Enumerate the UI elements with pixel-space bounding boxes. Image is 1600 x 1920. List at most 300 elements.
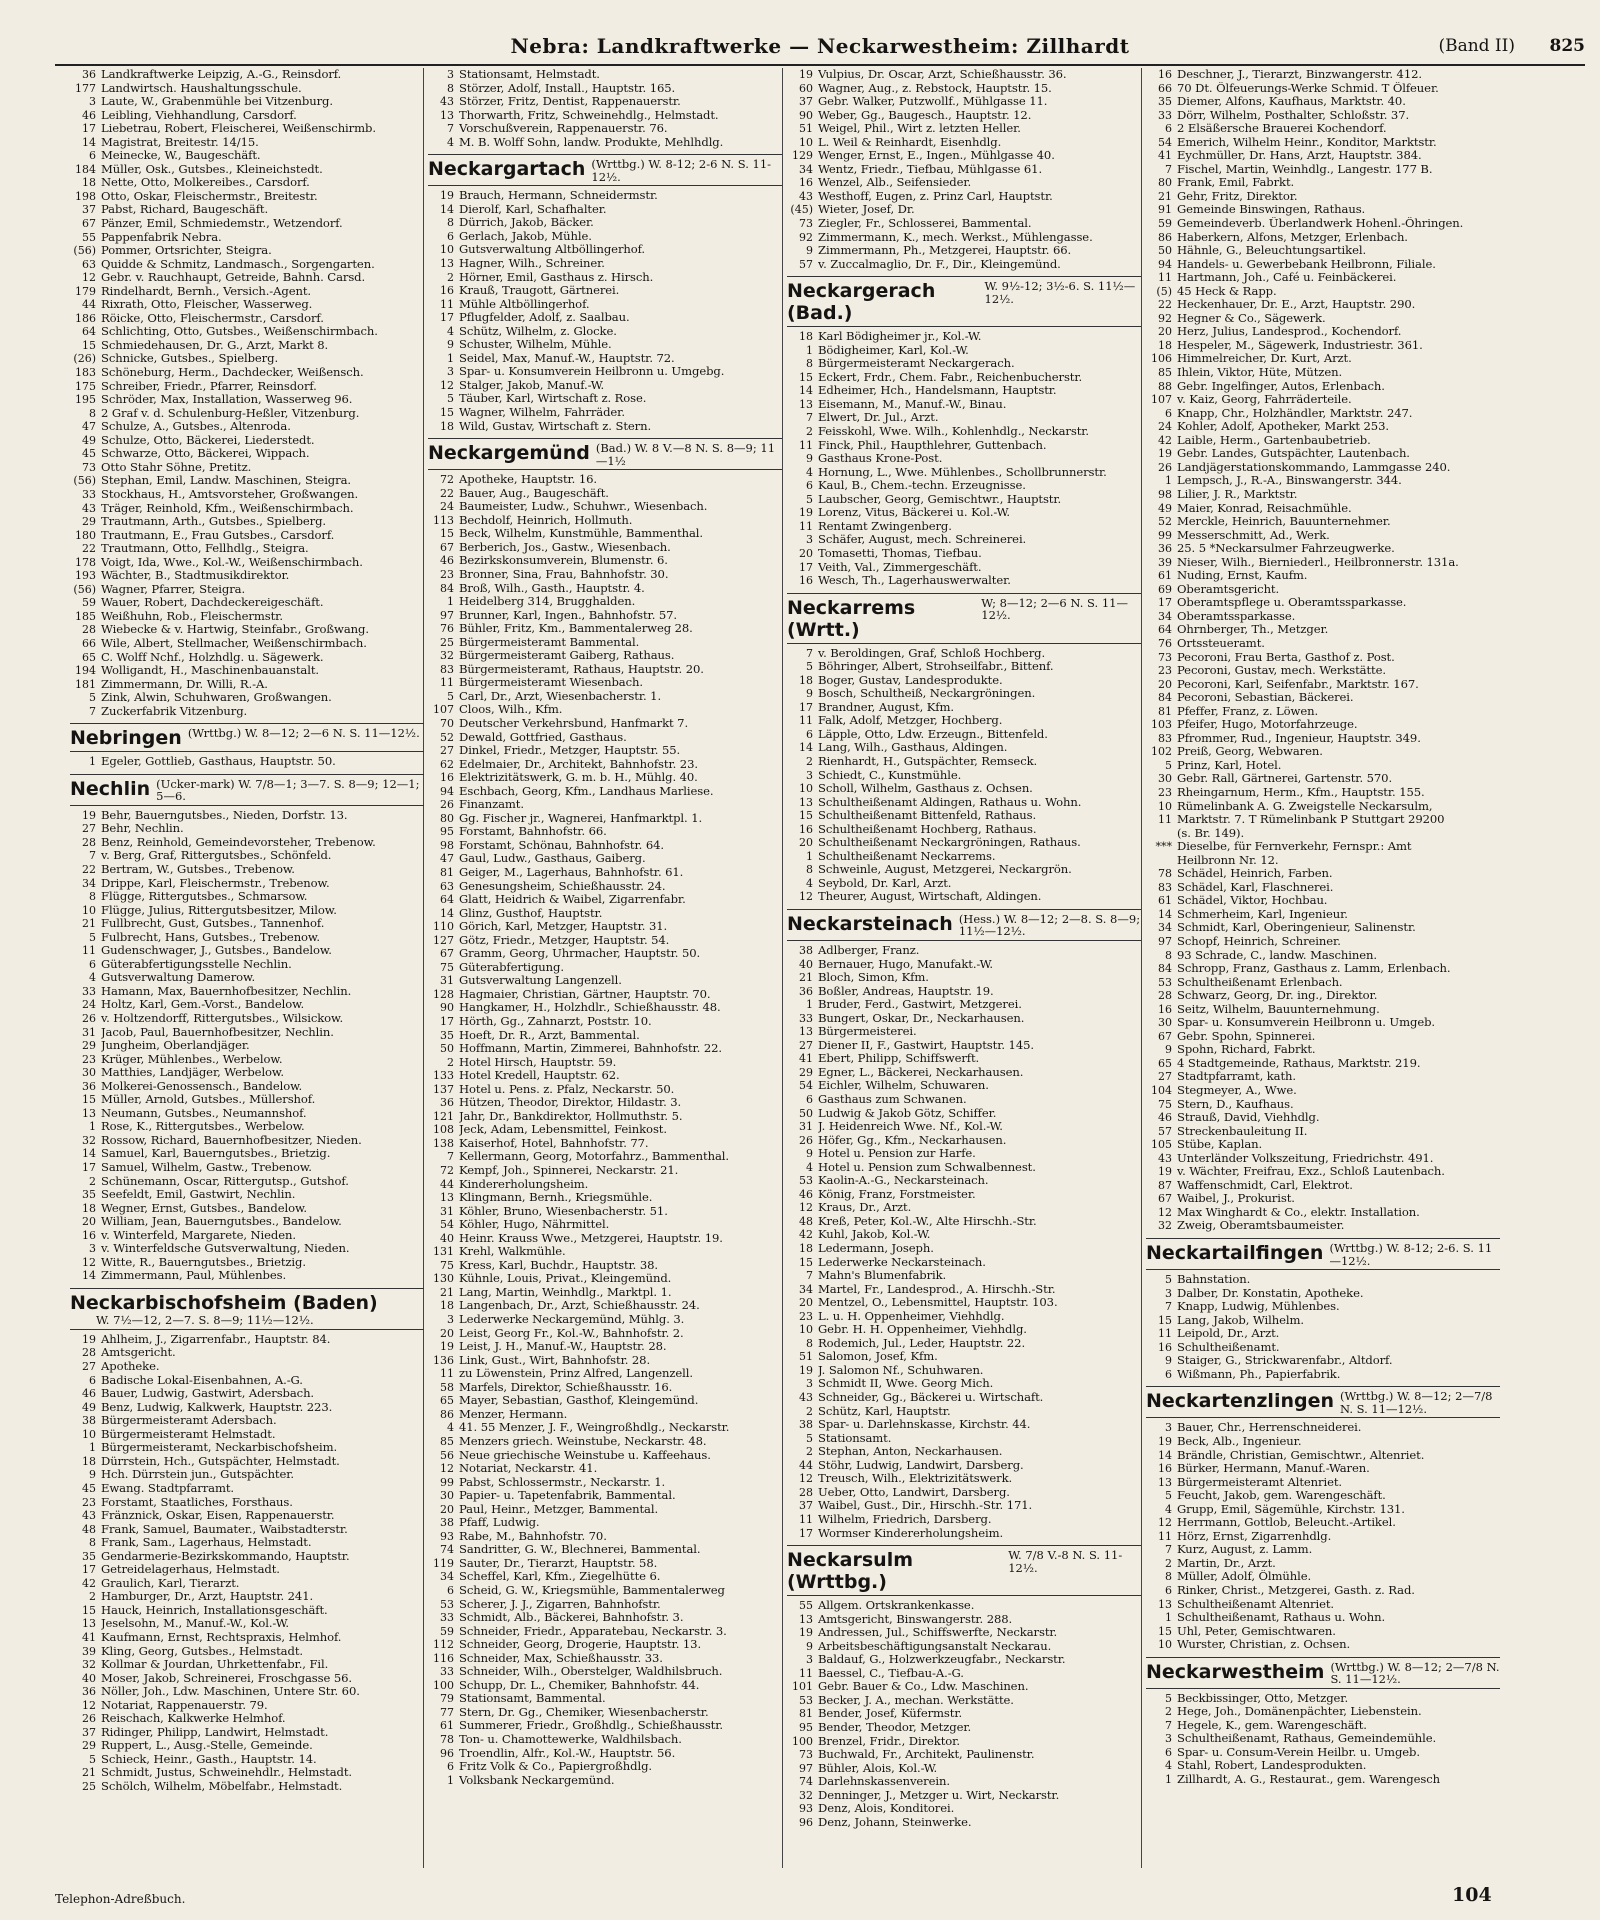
phone-number: 93 — [440, 1529, 454, 1543]
phone-number: 24 — [440, 500, 454, 514]
phone-number: 1 — [806, 998, 813, 1012]
directory-entry — [70, 637, 424, 651]
subscriber-name: Mahn's Blumenfabrik. — [818, 1269, 947, 1283]
subscriber-name: Schropp, Franz, Gasthaus z. Lamm, Erlenbach. — [1177, 962, 1451, 976]
phone-number: 19 — [1158, 1165, 1172, 1179]
phone-number: 7 — [1165, 1718, 1172, 1732]
directory-entry — [787, 1337, 1141, 1351]
phone-number: 88 — [1158, 379, 1172, 393]
phone-number: 79 — [440, 1692, 454, 1706]
phone-number: 74 — [799, 1775, 813, 1789]
directory-entry — [428, 703, 782, 717]
phone-number: 53 — [799, 1693, 813, 1707]
subscriber-name: v. Zuccalmaglio, Dr. F., Dir., Kleingemünd. — [818, 257, 1061, 271]
subscriber-name: Nette, Otto, Molkereibes., Carsdorf. — [101, 176, 310, 190]
phone-number: 38 — [440, 1516, 454, 1530]
phone-number: 63 — [440, 879, 454, 893]
phone-number: 13 — [440, 1191, 454, 1205]
subscriber-name: Menzer, Hermann. — [459, 1407, 568, 1421]
directory-entry — [1146, 1273, 1500, 1287]
subscriber-name: Görich, Karl, Metzger, Hauptstr. 31. — [459, 920, 668, 934]
town-heading-line — [1146, 1242, 1500, 1267]
phone-number: 83 — [1158, 731, 1172, 745]
phone-number: 50 — [1158, 244, 1172, 258]
subscriber-name: Amtsgericht. — [101, 1346, 176, 1360]
phone-number: 198 — [75, 189, 96, 203]
directory-entry — [428, 365, 782, 379]
subscriber-name: Falk, Adolf, Metzger, Hochberg. — [818, 714, 1003, 728]
phone-number: 40 — [799, 957, 813, 971]
subscriber-name: Gemeinde Binswingen, Rathaus. — [1177, 203, 1366, 217]
phone-number: 73 — [799, 217, 813, 231]
subscriber-name: Amtsgericht, Binswangerstr. 288. — [818, 1612, 1013, 1626]
phone-number: 54 — [1158, 135, 1172, 149]
directory-entry — [787, 1215, 1141, 1229]
phone-number: 96 — [440, 1746, 454, 1760]
phone-number: 1 — [89, 755, 96, 769]
subscriber-name: Bauer, Ludwig, Gastwirt, Adersbach. — [101, 1387, 315, 1401]
subscriber-name: Gutsverwaltung Damerow. — [101, 971, 256, 985]
directory-entry — [428, 514, 782, 528]
phone-number: 62 — [440, 757, 454, 771]
subscriber-name: Mentzel, O., Lebensmittel, Hauptstr. 103. — [818, 1296, 1058, 1310]
directory-entry — [787, 203, 1141, 217]
phone-number: 23 — [1158, 664, 1172, 678]
phone-number: 19 — [799, 68, 813, 81]
directory-entry — [70, 1523, 424, 1537]
directory-entry — [70, 203, 424, 217]
phone-number: 49 — [1158, 501, 1172, 515]
column-divider — [1141, 68, 1142, 1868]
phone-number: 17 — [1158, 596, 1172, 610]
phone-number: 9 — [447, 338, 454, 352]
phone-number: 90 — [440, 1001, 454, 1015]
subscriber-name: Geiger, M., Lagerhaus, Bahnhofstr. 61. — [459, 865, 684, 879]
subscriber-name: Pappenfabrik Nebra. — [101, 230, 222, 244]
phone-number: 3 — [1165, 1421, 1172, 1435]
directory-entry — [787, 533, 1141, 547]
phone-number: 10 — [799, 782, 813, 796]
phone-number: 195 — [75, 393, 96, 407]
directory-entry — [428, 271, 782, 285]
phone-number: 6 — [1165, 1745, 1172, 1759]
directory-entry — [1146, 366, 1500, 380]
subscriber-name: Martin, Dr., Arzt. — [1177, 1556, 1276, 1570]
page-header — [55, 28, 1585, 66]
phone-number: 13 — [799, 795, 813, 809]
directory-entry — [1146, 163, 1500, 177]
phone-number: 4 — [89, 971, 96, 985]
directory-entry — [787, 1513, 1141, 1527]
directory-entry — [70, 1766, 424, 1780]
phone-number: 81 — [1158, 704, 1172, 718]
directory-entry — [428, 866, 782, 880]
subscriber-name: Pabst, Schlossermstr., Neckarstr. 1. — [459, 1475, 666, 1489]
directory-entry — [428, 744, 782, 758]
subscriber-name: Krüger, Mühlenbes., Werbelow. — [101, 1052, 283, 1066]
subscriber-name: Hörth, Gg., Zahnarzt, Poststr. 10. — [459, 1015, 652, 1028]
phone-number: 53 — [440, 1597, 454, 1611]
volume-label: (Band II) — [1438, 36, 1515, 56]
subscriber-name: Ziegler, Fr., Schlosserei, Bammental. — [818, 217, 1032, 231]
subscriber-name: Edelmaier, Dr., Architekt, Bahnhofstr. 23. — [459, 757, 698, 771]
directory-entry — [1146, 380, 1500, 394]
directory-entry — [428, 961, 782, 975]
directory-entry — [787, 1350, 1141, 1364]
town-name: Neckargerach (Bad.) — [787, 280, 936, 325]
phone-number: 26 — [82, 1012, 96, 1025]
town-name: Neckarwestheim — [1146, 1660, 1325, 1683]
directory-entry — [70, 542, 424, 556]
phone-number: 97 — [440, 608, 454, 622]
subscriber-name: Wagner, Aug., z. Rebstock, Hauptstr. 15. — [818, 81, 1052, 95]
phone-number: 22 — [440, 486, 454, 500]
phone-number: 32 — [440, 649, 454, 663]
town-section-header — [70, 1288, 424, 1330]
phone-number: 17 — [799, 560, 813, 574]
phone-number: 2 — [447, 270, 454, 284]
town-heading-line — [428, 158, 782, 183]
subscriber-name: Gasthaus Krone-Post. — [818, 452, 943, 466]
directory-entry — [70, 502, 424, 516]
phone-number: 39 — [82, 1644, 96, 1658]
directory-entry — [428, 1096, 782, 1110]
town-heading-line — [70, 778, 424, 803]
subscriber-name: Jahr, Dr., Bankdirektor, Hollmuthstr. 5. — [459, 1109, 683, 1123]
subscriber-name: Unterländer Volkszeitung, Friedrichstr. 491. — [1177, 1151, 1434, 1165]
subscriber-name: Marktstr. 7. T Rümelinbank P Stuttgart 29200 — [1177, 813, 1445, 827]
subscriber-name: Bender, Josef, Küfermstr. — [818, 1707, 963, 1721]
phone-number: 23 — [82, 1052, 96, 1066]
phone-number: 15 — [82, 1603, 96, 1617]
subscriber-name: Pfeifer, Hugo, Motorfahrzeuge. — [1177, 718, 1358, 732]
town-heading-line — [1146, 1661, 1500, 1686]
phone-number: 10 — [82, 1427, 96, 1441]
phone-number: 5 — [89, 930, 96, 944]
phone-number: 27 — [1158, 1070, 1172, 1084]
phone-number: 23 — [82, 1495, 96, 1509]
directory-entry — [1146, 149, 1500, 163]
subscriber-name: Schneider, Wilh., Oberstelger, Waldhilsbruch. — [459, 1665, 723, 1679]
directory-entry — [787, 1188, 1141, 1202]
directory-entry — [1146, 1598, 1500, 1612]
directory-entry — [70, 1428, 424, 1442]
phone-number: 99 — [440, 1475, 454, 1489]
office-hours: (Wrttbg.) W. 8-12; 2-6 N. S. 11-12½. — [591, 157, 772, 184]
directory-entry — [787, 1391, 1141, 1405]
directory-entry — [70, 82, 424, 96]
phone-number: 38 — [799, 943, 813, 957]
subscriber-name: Forstamt, Schönau, Bahnhofstr. 64. — [459, 838, 664, 852]
directory-entry — [70, 244, 424, 258]
subscriber-name: Hornung, L., Wwe. Mühlenbes., Schollbrunnerstr. — [818, 465, 1107, 479]
phone-number: 36 — [82, 68, 96, 81]
subscriber-name: Träger, Reinhold, Kfm., Weißenschirmbach. — [101, 501, 354, 515]
directory-entry — [1146, 556, 1500, 570]
phone-number: 8 — [1165, 948, 1172, 962]
subscriber-name: Flügge, Julius, Rittergutsbesitzer, Milow. — [101, 903, 337, 917]
directory-entry — [787, 244, 1141, 258]
phone-number: 49 — [82, 433, 96, 447]
directory-entry — [1146, 461, 1500, 475]
subscriber-name: Kraus, Dr., Arzt. — [818, 1201, 912, 1215]
directory-entry — [428, 649, 782, 663]
phone-number: 78 — [440, 1732, 454, 1746]
directory-entry — [428, 338, 782, 352]
phone-number: 12 — [1158, 1205, 1172, 1219]
phone-number: 10 — [1158, 1638, 1172, 1652]
subscriber-name: Dalber, Dr. Konstatin, Apotheke. — [1177, 1286, 1364, 1300]
directory-entry — [1146, 596, 1500, 610]
directory-entry — [70, 1346, 424, 1360]
phone-number: 4 — [806, 1160, 813, 1174]
subscriber-name: Lang, Jakob, Wilhelm. — [1177, 1313, 1304, 1327]
phone-number: 63 — [82, 257, 96, 271]
subscriber-name: M. B. Wolff Sohn, landw. Produkte, Mehlhdlg. — [459, 135, 724, 149]
subscriber-name: Ludwig & Jakob Götz, Schiffer. — [818, 1106, 997, 1120]
phone-number: 6 — [806, 727, 813, 741]
directory-entry — [787, 1283, 1141, 1297]
directory-entry — [787, 1445, 1141, 1459]
directory-entry — [1146, 854, 1500, 868]
subscriber-name: Deutscher Verkehrsbund, Hanfmarkt 7. — [459, 716, 689, 730]
phone-number: 8 — [806, 1336, 813, 1350]
directory-entry — [70, 1026, 424, 1040]
directory-entry — [70, 1188, 424, 1202]
phone-number: 7 — [1165, 1543, 1172, 1557]
phone-number: 84 — [440, 581, 454, 595]
subscriber-name: Edheimer, Hch., Handelsmann, Hauptstr. — [818, 384, 1057, 398]
directory-entry — [428, 1327, 782, 1341]
subscriber-name: Glatt, Heidrich & Waibel, Zigarrenfabr. — [459, 893, 686, 907]
phone-number: 27 — [799, 1038, 813, 1052]
phone-number: 14 — [440, 906, 454, 920]
directory-entry — [428, 406, 782, 420]
subscriber-name: Bürgermeisteramt Gaiberg, Rathaus. — [459, 649, 675, 663]
phone-number: 50 — [440, 1042, 454, 1056]
subscriber-name: Stationsamt. — [818, 1431, 892, 1445]
directory-entry — [428, 1570, 782, 1584]
phone-number: 14 — [1158, 1448, 1172, 1462]
directory-entry — [70, 1536, 424, 1550]
phone-number: 75 — [1158, 1097, 1172, 1111]
directory-entry — [787, 95, 1141, 109]
directory-entry — [70, 1269, 424, 1283]
subscriber-name: Schweinle, August, Metzgerei, Neckargrön. — [818, 863, 1072, 877]
directory-entry — [787, 411, 1141, 425]
directory-entry — [1146, 339, 1500, 353]
directory-entry — [1146, 231, 1500, 245]
phone-number: 34 — [440, 1570, 454, 1584]
directory-entry — [1146, 1705, 1500, 1719]
phone-number: 23 — [440, 567, 454, 581]
directory-entry — [787, 1066, 1141, 1080]
subscriber-name: Baessel, C., Tiefbau-A.-G. — [818, 1666, 964, 1680]
directory-entry — [1146, 1287, 1500, 1301]
phone-number: 35 — [82, 1549, 96, 1563]
directory-entry — [70, 1147, 424, 1161]
phone-number: 3 — [1165, 1286, 1172, 1300]
directory-entry — [70, 420, 424, 434]
directory-entry — [1146, 1138, 1500, 1152]
directory-entry — [1146, 434, 1500, 448]
subscriber-name: Bosch, Schultheiß, Neckargröningen. — [818, 687, 1036, 701]
phone-number: 19 — [82, 1332, 96, 1346]
directory-entry — [428, 487, 782, 501]
phone-number: 54 — [440, 1218, 454, 1232]
directory-entry — [787, 1816, 1141, 1830]
directory-entry — [428, 880, 782, 894]
phone-number: 3 — [447, 1313, 454, 1327]
subscriber-name: Schölch, Wilhelm, Möbelfabr., Helmstadt. — [101, 1779, 343, 1793]
subscriber-name: Jacob, Paul, Bauernhofbesitzer, Nechlin. — [101, 1025, 334, 1039]
directory-entry — [787, 1694, 1141, 1708]
subscriber-name: Carl, Dr., Arzt, Wiesenbacherstr. 1. — [459, 689, 662, 703]
directory-entry — [1146, 637, 1500, 651]
phone-number: 37 — [82, 1725, 96, 1739]
subscriber-name: Stockhaus, H., Amtsvorsteher, Großwangen. — [101, 487, 359, 501]
directory-entry — [428, 731, 782, 745]
subscriber-name: Köhler, Bruno, Wiesenbacherstr. 51. — [459, 1204, 668, 1218]
subscriber-name: Täuber, Karl, Wirtschaft z. Rose. — [459, 392, 647, 406]
phone-number: 75 — [440, 1258, 454, 1272]
subscriber-name: Pecoroni, Sebastian, Bäckerei. — [1177, 691, 1354, 705]
phone-number: 66 — [82, 636, 96, 650]
directory-entry — [70, 352, 424, 366]
phone-number: 56 — [440, 1448, 454, 1462]
directory-entry — [70, 1360, 424, 1374]
subscriber-name: Witte, R., Bauerngutsbes., Brietzig. — [101, 1255, 306, 1269]
directory-entry — [1146, 623, 1500, 637]
subscriber-name: Arbeitsbeschäftigungsanstalt Neckarau. — [818, 1639, 1052, 1653]
phone-number: 5 — [447, 689, 454, 703]
directory-entry — [1146, 352, 1500, 366]
subscriber-name: Schiedt, C., Kunstmühle. — [818, 768, 962, 782]
directory-entry — [787, 1721, 1141, 1735]
directory-entry — [70, 217, 424, 231]
phone-number: 84 — [1158, 691, 1172, 705]
phone-number: 127 — [433, 933, 454, 947]
phone-number: 16 — [799, 822, 813, 836]
subscriber-name: Wurster, Christian, z. Ochsen. — [1177, 1638, 1351, 1652]
subscriber-name: Hagmaier, Christian, Gärtner, Hauptstr. 70. — [459, 987, 711, 1001]
phone-number: 184 — [75, 162, 96, 176]
subscriber-name: Wenger, Ernst, E., Ingen., Mühlgasse 40. — [818, 149, 1055, 163]
subscriber-name: Grupp, Emil, Sägemühle, Kirchstr. 131. — [1177, 1502, 1405, 1516]
phone-number: 30 — [82, 1066, 96, 1080]
directory-entry — [428, 785, 782, 799]
column-divider — [782, 68, 783, 1868]
directory-entry — [1146, 935, 1500, 949]
phone-number: 48 — [799, 1214, 813, 1228]
directory-entry — [1146, 732, 1500, 746]
subscriber-name: Hörz, Ernst, Zigarrenhdlg. — [1177, 1529, 1332, 1543]
directory-entry — [428, 974, 782, 988]
subscriber-name: Schneider, Max, Schießhausstr. 33. — [459, 1651, 663, 1665]
directory-entry — [1146, 1300, 1500, 1314]
directory-entry — [787, 149, 1141, 163]
subscriber-name: Hähnle, G., Beleuchtungsartikel. — [1177, 244, 1367, 258]
phone-number: 180 — [75, 528, 96, 542]
subscriber-name: v. Berg, Graf, Rittergutsbes., Schönfeld. — [101, 849, 332, 863]
subscriber-name: Gemeindeverb. Überlandwerk Hohenl.-Öhringen. — [1177, 217, 1464, 231]
phone-number: 17 — [82, 1161, 96, 1175]
office-hours: W. 7½—12, 2—7. S. 8—9; 11½—12½. — [96, 1312, 314, 1327]
subscriber-name: Rixrath, Otto, Fleischer, Wasserweg. — [101, 298, 313, 312]
subscriber-name: Summerer, Friedr., Großhdlg., Schießhausstr. — [459, 1719, 723, 1733]
phone-number: 11 — [82, 944, 96, 958]
town-section-header — [787, 909, 1141, 941]
subscriber-name: Pecoroni, Karl, Seifenfabr., Marktstr. 167. — [1177, 677, 1419, 691]
subscriber-name: Lilier, J. R., Marktstr. — [1177, 487, 1298, 501]
phone-number: 18 — [1158, 338, 1172, 352]
directory-entry — [70, 1441, 424, 1455]
subscriber-name: Rabe, M., Bahnhofstr. 70. — [459, 1529, 607, 1543]
subscriber-name: Fischel, Martin, Weinhdlg., Langestr. 177 B. — [1177, 162, 1433, 176]
directory-entry — [787, 998, 1141, 1012]
directory-entry — [787, 769, 1141, 783]
subscriber-name: Herrmann, Gottlob, Beleucht.-Artikel. — [1177, 1516, 1396, 1530]
directory-entry — [70, 1242, 424, 1256]
phone-number: 17 — [799, 700, 813, 714]
directory-entry — [70, 1387, 424, 1401]
town-name: Neckartailfingen — [1146, 1242, 1324, 1265]
directory-entry — [787, 836, 1141, 850]
phone-number: 38 — [799, 1418, 813, 1432]
subscriber-name: Schneider, Gg., Bäckerei u. Wirtschaft. — [818, 1391, 1044, 1405]
phone-number: 34 — [799, 162, 813, 176]
directory-entry — [428, 1191, 782, 1205]
subscriber-name: Rümelinbank A. G. Zweigstelle Neckarsulm, — [1177, 799, 1433, 813]
directory-entry — [70, 95, 424, 109]
phone-number: 8 — [1165, 1570, 1172, 1584]
directory-entry — [787, 1012, 1141, 1026]
phone-number: 11 — [799, 714, 813, 728]
phone-number: 15 — [82, 338, 96, 352]
subscriber-name: Getreidelagerhaus, Helmstadt. — [101, 1563, 280, 1577]
phone-number: 5 — [89, 1752, 96, 1766]
subscriber-name: Bürgermeisteramt, Rathaus, Hauptstr. 20. — [459, 662, 704, 676]
phone-number: 73 — [799, 1748, 813, 1762]
subscriber-name: Schmidt II, Wwe. Georg Mich. — [818, 1377, 994, 1391]
directory-entry — [70, 1093, 424, 1107]
directory-entry — [70, 1080, 424, 1094]
phone-number: 3 — [806, 533, 813, 547]
directory-entry — [787, 425, 1141, 439]
phone-number: 16 — [1158, 68, 1172, 81]
phone-number: 73 — [1158, 650, 1172, 664]
subscriber-name: Weber, Gg., Baugesch., Hauptstr. 12. — [818, 108, 1032, 122]
directory-entry — [787, 877, 1141, 891]
town-name: Neckartenzlingen — [1146, 1390, 1334, 1413]
town-name: Nebringen — [70, 727, 182, 750]
phone-number: 95 — [799, 1720, 813, 1734]
directory-entry — [70, 583, 424, 597]
directory-entry — [1146, 1003, 1500, 1017]
subscriber-name: Rheingarnum, Herm., Kfm., Hauptstr. 155. — [1177, 785, 1425, 799]
office-hours: W. 9½-12; 3½-6. S. 11½—12½. — [984, 279, 1136, 306]
subscriber-name: Spar- u. Konsumverein Heilbronn u. Umgeb. — [1177, 1016, 1435, 1030]
directory-entry — [428, 203, 782, 217]
phone-number: 30 — [1158, 772, 1172, 786]
directory-entry — [1146, 1219, 1500, 1233]
directory-entry — [428, 1489, 782, 1503]
directory-entry — [1146, 285, 1500, 299]
subscriber-name: Bühler, Fritz, Km., Bammentalerweg 28. — [459, 622, 693, 636]
directory-entry — [1146, 1503, 1500, 1517]
subscriber-name: Schwarz, Georg, Dr. ing., Direktor. — [1177, 989, 1378, 1003]
phone-number: 36 — [440, 1096, 454, 1110]
